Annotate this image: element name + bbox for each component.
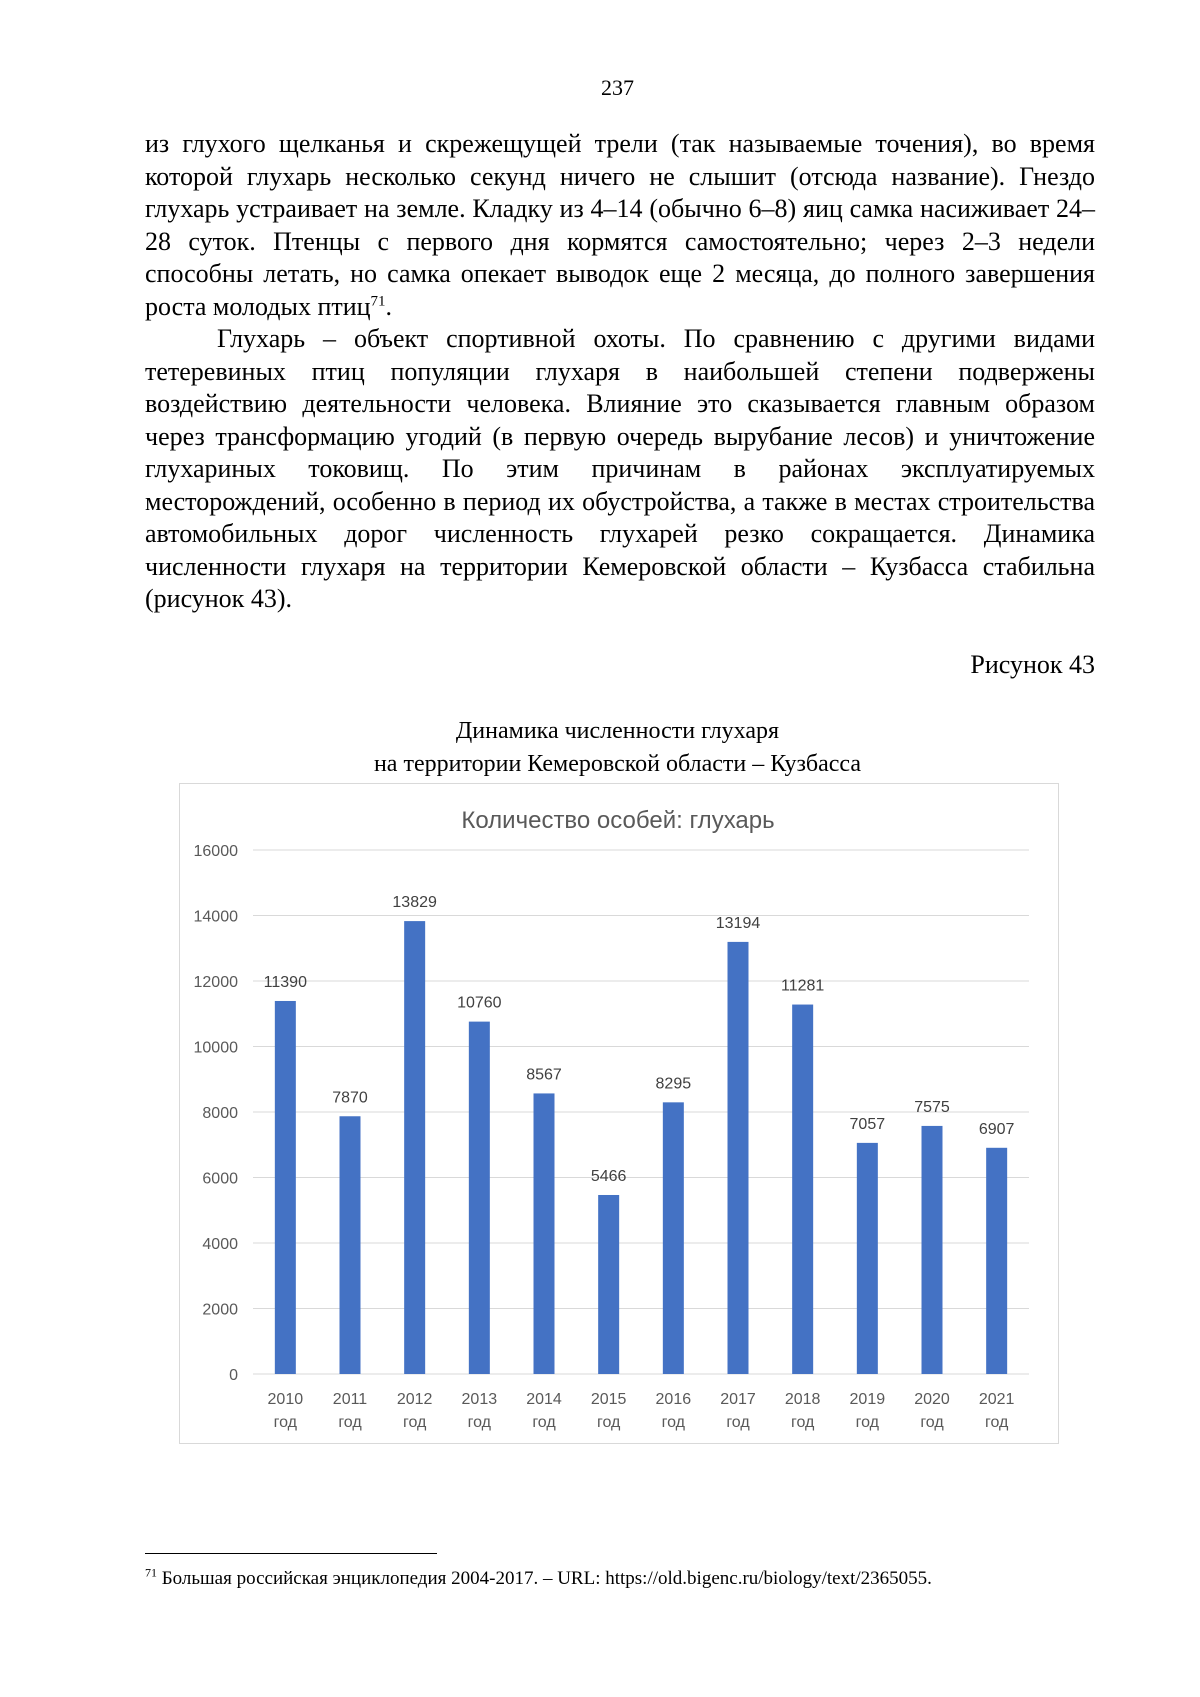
data-label: 7870 (332, 1089, 368, 1107)
x-tick-label: год (596, 1414, 621, 1431)
y-tick-label: 14000 (193, 908, 238, 926)
footnote-reference[interactable]: 71 (370, 292, 386, 309)
body-text (145, 128, 1095, 616)
page-number: 237 (601, 75, 634, 100)
bar (792, 1005, 813, 1374)
x-tick-label: год (467, 1414, 492, 1431)
figure-title-line-1: Динамика численности глухаря (455, 718, 780, 744)
x-tick-label: 2016 (655, 1391, 692, 1408)
paragraph-1-end: . (385, 291, 393, 321)
x-tick-label: год (532, 1414, 556, 1431)
y-tick-label: 2000 (202, 1301, 238, 1319)
x-tick-label: год (984, 1414, 1009, 1431)
data-label: 10760 (457, 994, 502, 1012)
footnote-marker: 71 (145, 1565, 157, 1580)
paragraph-2: Глухарь – объект спортивной охоты. По сравнению с другими видами тетеревиных птиц популяции глухаря в наибольшей степени подвержены воздействию деятельности человека. Влияние это сказывается главным образом через трансформацию угодий (в первую очередь вырубание лесов) и уничтожение глухариных токовищ. По этим причинам в районах эксплуатируемых месторождений, особенно в период их обустройства, а также в местах строительства автомобильных дорог численность глухарей резко сокращается. Динамика численности глухаря на территории Кемеровской области – Кузбасса стабильна (рисунок 43). (145, 324, 1095, 613)
bar (340, 1116, 361, 1374)
data-label: 7575 (914, 1098, 950, 1116)
paragraph-1-text: из глухого щелканья и скрежещущей трели (так называемые точения), во время которой глухарь несколько секунд ничего не слышит (отсюда название). Гнездо глухарь устраивает на земле. Кладку из 4–14 (обычно 6–8) яиц самка насиживает 24–28 суток. Птенцы с первого дня кормятся самостоятельно; через 2–3 недели способны летать, но самка опекает выводок еще 2 месяца, до полного завершения роста молодых птиц (145, 129, 1095, 321)
x-tick-label: год (402, 1414, 427, 1431)
x-tick-label: год (273, 1414, 298, 1431)
bar (922, 1126, 943, 1374)
y-tick-label: 6000 (202, 1170, 238, 1188)
x-tick-label: 2012 (396, 1391, 433, 1408)
x-tick-label: 2014 (526, 1391, 562, 1408)
x-tick-label: 2015 (590, 1391, 627, 1408)
bar (598, 1195, 619, 1374)
x-tick-label: 2010 (267, 1391, 304, 1408)
y-tick-label: 8000 (202, 1105, 238, 1122)
x-tick-label: 2017 (720, 1391, 756, 1408)
x-tick-label: 2011 (332, 1391, 368, 1408)
x-tick-label: год (790, 1414, 815, 1431)
x-tick-label: год (661, 1414, 686, 1431)
x-tick-label: год (920, 1414, 944, 1431)
x-tick-label: 2020 (914, 1391, 950, 1408)
figure-title-line-2: на территории Кемеровской области – Кузбасса (373, 751, 862, 777)
x-tick-label: год (338, 1414, 362, 1431)
chart-frame (179, 783, 1059, 1444)
x-tick-label: 2013 (461, 1391, 498, 1408)
data-label: 13194 (715, 914, 761, 932)
bar (663, 1102, 684, 1374)
data-label: 11281 (781, 977, 825, 995)
y-tick-label: 16000 (193, 843, 238, 860)
y-tick-label: 4000 (202, 1236, 238, 1253)
bar (728, 942, 749, 1374)
data-label: 8295 (655, 1075, 692, 1093)
x-tick-label: год (855, 1414, 880, 1431)
bar (857, 1143, 878, 1374)
data-label: 11390 (263, 973, 307, 991)
bar (275, 1001, 296, 1374)
data-label: 6907 (978, 1120, 1015, 1138)
chart-title: Количество особей: глухарь (461, 807, 775, 834)
bar (534, 1093, 555, 1374)
bar (404, 921, 425, 1374)
footnote-text: Большая российская энциклопедия 2004-2017. – URL: https://old.bigenc.ru/biology/text/2365055. (161, 1568, 932, 1589)
data-label: 13829 (392, 894, 437, 912)
bar (986, 1148, 1007, 1374)
footnote (145, 1565, 932, 1590)
x-tick-label: 2018 (784, 1391, 821, 1408)
footnote-separator (145, 1553, 437, 1554)
x-tick-label: 2019 (849, 1391, 886, 1408)
y-tick-label: 10000 (193, 1039, 238, 1057)
y-tick-label: 12000 (193, 974, 238, 991)
figure-title (0, 715, 1200, 781)
paragraph-1 (145, 128, 1095, 323)
x-tick-label: 2021 (978, 1391, 1015, 1408)
bar (469, 1022, 490, 1374)
x-tick-label: год (726, 1414, 750, 1431)
data-label: 7057 (849, 1115, 886, 1133)
data-label: 8567 (526, 1066, 562, 1084)
y-tick-label: 0 (229, 1367, 238, 1384)
bar-chart (180, 784, 1057, 1442)
figure-label: Рисунок 43 (970, 650, 1095, 679)
data-label: 5466 (590, 1167, 627, 1185)
